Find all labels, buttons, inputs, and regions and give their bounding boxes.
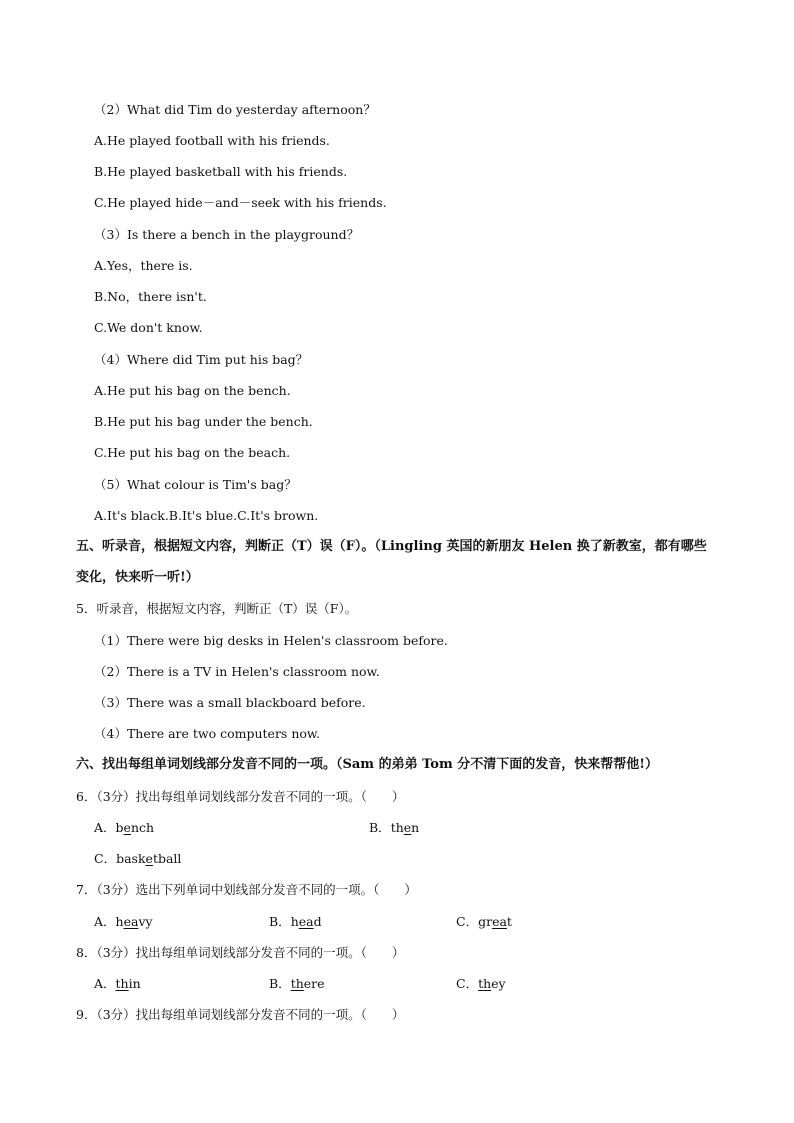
option-4-3-c: C.We don't know. <box>94 320 203 335</box>
option-label: B． <box>369 820 391 835</box>
question-8-option-b <box>269 976 325 992</box>
option-label: B． <box>269 914 291 929</box>
word-part: t <box>506 914 512 929</box>
section-5-heading-line1: 五、听录音，根据短文内容，判断正（T）误（F）。（Lingling 英国的新朋友 Helen 换了新教室，都有哪些 <box>76 539 707 554</box>
underlined-part: ea <box>298 914 314 929</box>
underlined-part: e <box>123 820 131 835</box>
underlined-part: th <box>290 976 304 991</box>
question-7-option-b <box>269 914 322 930</box>
word-part: nch <box>130 820 155 835</box>
option-4-3-b: B.No，there isn't. <box>94 289 207 304</box>
section-6-heading: 六、找出每组单词划线部分发音不同的一项。（Sam 的弟弟 Tom 分不清下面的发音，快来帮帮他!） <box>76 757 658 772</box>
option-4-4-c: C.He put his bag on the beach. <box>94 445 291 460</box>
option-4-3-a: A.Yes，there is. <box>94 258 193 273</box>
question-5-2: （2）There is a TV in Helen's classroom now. <box>94 664 380 679</box>
word-part: d <box>313 914 322 929</box>
question-5-stem: 5．听录音，根据短文内容，判断正（T）误（F）。 <box>76 601 358 616</box>
option-4-4-a: A.He put his bag on the bench. <box>94 383 291 398</box>
underlined-part: th <box>478 976 492 991</box>
question-6-stem: 6．（3分）找出每组单词划线部分发音不同的一项。（ ） <box>76 789 405 804</box>
word-part: b <box>115 820 124 835</box>
word-part: ere <box>303 976 325 991</box>
word-part: tball <box>152 851 182 866</box>
option-label: C． <box>456 914 479 929</box>
word-part: th <box>390 820 404 835</box>
question-7-option-c <box>456 914 512 930</box>
word-part: h <box>290 914 299 929</box>
word-part: ey <box>491 976 506 991</box>
underlined-part: th <box>115 976 129 991</box>
option-label: A． <box>94 914 116 929</box>
question-4-5: （5）What colour is Tim's bag？ <box>94 477 297 492</box>
word-part: vy <box>138 914 153 929</box>
question-6-option-b <box>369 820 419 836</box>
option-4-2-c: C.He played hide－and－seek with his friends. <box>94 195 387 210</box>
question-4-3: （3）Is there a bench in the playground？ <box>94 227 360 242</box>
option-label: B． <box>269 976 291 991</box>
question-5-1: （1）There were big desks in Helen's classroom before. <box>94 633 448 648</box>
question-4-4: （4）Where did Tim put his bag？ <box>94 352 309 367</box>
underlined-part: ea <box>123 914 139 929</box>
question-5-4: （4）There are two computers now. <box>94 726 321 741</box>
word-part: gr <box>478 914 493 929</box>
section-5-heading-line2: 变化，快来听一听!） <box>76 570 199 585</box>
underlined-part: e <box>145 851 153 866</box>
option-label: A． <box>94 820 116 835</box>
question-6-option-a <box>94 820 154 836</box>
question-8-option-c <box>456 976 506 992</box>
question-9-stem: 9．（3分）找出每组单词划线部分发音不同的一项。（ ） <box>76 1007 405 1022</box>
word-part: in <box>128 976 141 991</box>
option-label: C． <box>456 976 479 991</box>
underlined-part: ea <box>492 914 507 929</box>
question-4-2: （2）What did Tim do yesterday afternoon？ <box>94 102 376 117</box>
question-7-stem: 7．（3分）选出下列单词中划线部分发音不同的一项。（ ） <box>76 882 417 897</box>
question-8-stem: 8．（3分）找出每组单词划线部分发音不同的一项。（ ） <box>76 945 405 960</box>
option-4-4-b: B.He put his bag under the bench. <box>94 414 313 429</box>
underlined-part: e <box>403 820 412 835</box>
question-5-3: （3）There was a small blackboard before. <box>94 695 366 710</box>
word-part: n <box>411 820 420 835</box>
options-4-5: A.It's black.B.It's blue.C.It's brown. <box>94 508 319 523</box>
question-7-option-a <box>94 914 153 930</box>
option-4-2-a: A.He played football with his friends. <box>94 133 330 148</box>
question-6-option-c <box>94 851 181 867</box>
option-label: C． <box>94 851 117 866</box>
option-label: A． <box>94 976 116 991</box>
question-8-option-a <box>94 976 141 992</box>
word-part: h <box>115 914 124 929</box>
option-4-2-b: B.He played basketball with his friends. <box>94 164 348 179</box>
word-part: bask <box>116 851 146 866</box>
